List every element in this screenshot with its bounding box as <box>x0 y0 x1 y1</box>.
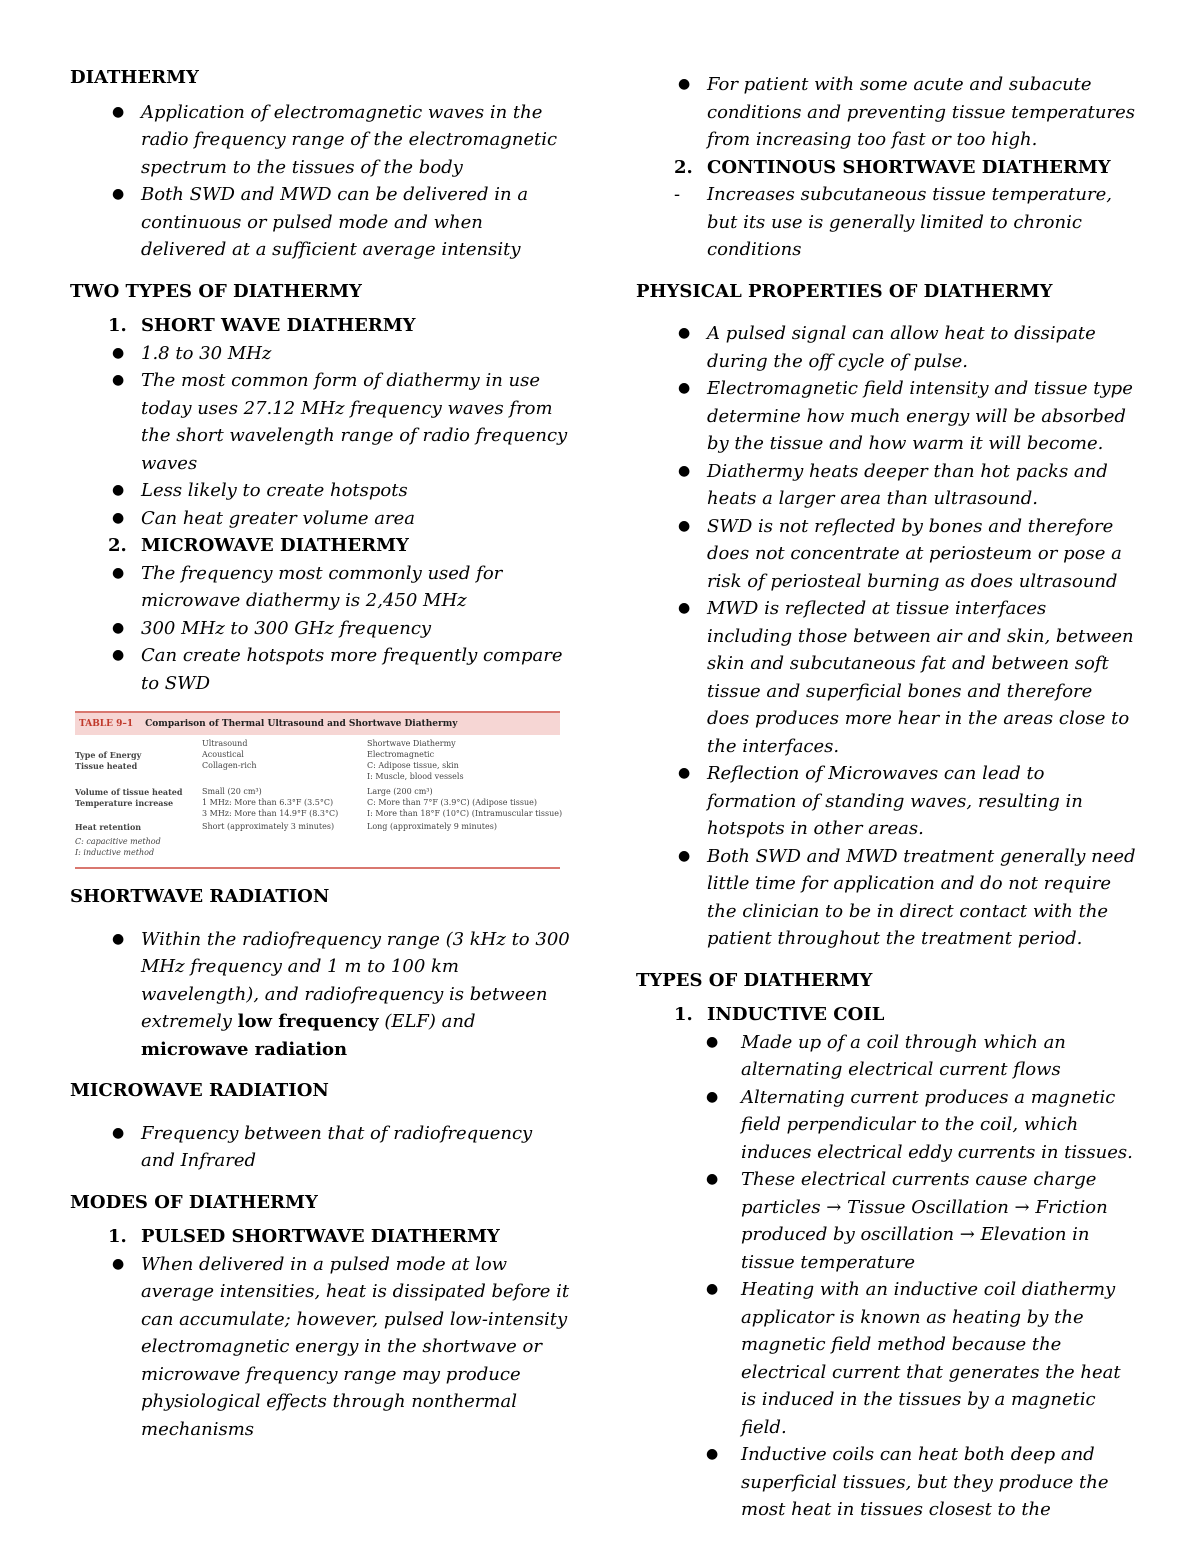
comparison-table-figure: TABLE 9–1 Comparison of Thermal Ultrasound and Shortwave Diathermy Ultrasound Shortwave Diathermy Type of Energy Acoustical Electromagnetic Tissue heated Collagen-rich C: Adipose tissue, skin I: Muscle, blood vessels Volume of tissue heated Small (20 cm³) Large (200 cm³) Temperature increase 1 MHz: More than 6.3°F (3.5°C) C: More than 7°F (3.9°C) (Adipose tissue) 3 MHz: More than 14.9°F (8.3°C) I: More than 18°F (10°C) (Intramuscular tissue) Heat retention Short (approximately 3 minutes) Long (approximately 9 minutes) C: capacitive method I: inductive method <box>75 711 560 869</box>
bullet-icon: ● <box>678 517 691 534</box>
bullet-icon: ● <box>678 462 691 479</box>
list-item: ● Heating with an inductive coil diathermy applicator is known as heating by the magnetic field method because the electrical current that generates the heat is induced in the tissues by a magnetic field. <box>636 1276 1136 1441</box>
bullet-icon: ● <box>112 186 125 202</box>
list-item: ● Frequency between that of radiofrequency and Infrared <box>70 1120 570 1175</box>
bullet-icon: ● <box>112 930 125 947</box>
bullet-icon: ● <box>706 1446 719 1462</box>
list-item: ● Alternating current produces a magnetic field perpendicular to the coil, which induces electrical eddy currents in tissues. <box>636 1084 1136 1167</box>
bullet-icon: ● <box>678 847 691 864</box>
numbered-item: 2. MICROWAVE DIATHERMY <box>108 535 409 556</box>
list-item: ● Within the radiofrequency range (3 kHz to 300 MHz frequency and 1 m to 100 km wavelength), and radiofrequency is between extremely low frequency (ELF) and microwave radiation <box>70 926 570 1064</box>
bullet-icon: ● <box>112 482 125 498</box>
bullet-icon: ● <box>678 765 691 781</box>
bullet-icon: ● <box>678 380 691 396</box>
bullet-icon: ● <box>706 1088 719 1105</box>
bullet-icon: ● <box>112 344 125 361</box>
bullet-icon: ● <box>678 600 691 616</box>
physical-bullets <box>636 320 1136 953</box>
bullet-icon: ● <box>706 1281 719 1297</box>
list-item: ● When delivered in a pulsed mode at low average intensities, heat is dissipated before it can accumulate; however, pulsed low-intensity electromagnetic energy in the shortwave or microwave frequency range may produce physiological effects through nonthermal mechanisms <box>70 1251 570 1444</box>
list-item: ● Can create hotspots more frequently compare to SWD <box>70 642 570 697</box>
list-item: ● Made up of a coil through which an alternating electrical current flows <box>636 1029 1136 1084</box>
heading-types-of-diathermy: TYPES OF DIATHERMY <box>636 969 873 991</box>
list-item: ● For patient with some acute and subacute conditions and preventing tissue temperatures from increasing too fast or too high. <box>636 71 1136 154</box>
bullet-icon: ● <box>678 325 691 341</box>
list-item: - Increases subcutaneous tissue temperature, but its use is generally limited to chronic conditions <box>636 181 1136 264</box>
list-item: ● Inductive coils can heat both deep and superficial tissues, but they produce the most heat in tissues closest to the <box>636 1441 1136 1524</box>
left-column <box>70 64 570 1443</box>
list-item: ● Reflection of Microwaves can lead to formation of standing waves, resulting in hotspots in other areas. <box>636 760 1136 843</box>
list-item: ● Both SWD and MWD can be delivered in a continuous or pulsed mode and when delivered at a sufficient average intensity <box>70 181 570 264</box>
bullet-icon: ● <box>112 103 125 120</box>
numbered-item: 1. SHORT WAVE DIATHERMY <box>108 315 416 336</box>
list-item: ● Less likely to create hotspots <box>70 477 570 505</box>
heading-two-types: TWO TYPES OF DIATHERMY <box>70 280 362 302</box>
heading-shortwave-radiation: SHORTWAVE RADIATION <box>70 886 330 907</box>
numbered-item: 1. PULSED SHORTWAVE DIATHERMY <box>108 1226 500 1247</box>
table-bottom-rule <box>75 867 560 869</box>
numbered-item: 2. CONTINOUS SHORTWAVE DIATHERMY <box>674 156 1111 178</box>
list-item: ● These electrical currents cause charge particles → Tissue Oscillation → Friction produced by oscillation → Elevation in tissue temperature <box>636 1166 1136 1276</box>
bullet-icon: ● <box>678 76 691 92</box>
list-item: ● A pulsed signal can allow heat to dissipate during the off cycle of pulse. <box>636 320 1136 375</box>
bullet-icon: ● <box>706 1033 719 1050</box>
heading-modes: MODES OF DIATHERMY <box>70 1191 318 1213</box>
list-item: ● SWD is not reflected by bones and therefore does not concentrate at periosteum or pose a risk of periosteal burning as does ultrasound <box>636 513 1136 596</box>
table-header: TABLE 9–1 Comparison of Thermal Ultrasound and Shortwave Diathermy <box>75 711 560 735</box>
list-item: ● Both SWD and MWD treatment generally need little time for application and do not require the clinician to be in direct contact with the patient throughout the treatment period. <box>636 843 1136 953</box>
bullet-icon: ● <box>112 619 125 636</box>
two-types-list <box>70 312 570 697</box>
list-item: ● 1.8 to 30 MHz <box>70 340 570 368</box>
list-item: ● Diathermy heats deeper than hot packs and heats a larger area than ultrasound. <box>636 458 1136 513</box>
numbered-item: 1. INDUCTIVE COIL <box>674 1004 885 1025</box>
bullet-icon: ● <box>112 564 125 581</box>
heading-diathermy: DIATHERMY <box>70 67 199 88</box>
list-item: ● 300 MHz to 300 GHz frequency <box>70 615 570 643</box>
list-item: ● The frequency most commonly used for microwave diathermy is 2,450 MHz <box>70 560 570 615</box>
right-column <box>636 71 1136 1524</box>
bullet-icon: ● <box>112 372 125 388</box>
bullet-icon: ● <box>706 1171 719 1187</box>
list-item: ● Can heat greater volume area <box>70 505 570 533</box>
heading-physical-properties: PHYSICAL PROPERTIES OF DIATHERMY <box>636 280 1053 302</box>
shortwave-bullets <box>70 926 570 1064</box>
dash-marker: - <box>674 184 681 205</box>
list-item: ● Electromagnetic field intensity and tissue type determine how much energy will be absorbed by the tissue and how warm it will become. <box>636 375 1136 458</box>
bullet-icon: ● <box>112 509 125 526</box>
modes-list <box>70 1223 570 1443</box>
list-item: ● Application of electromagnetic waves in the radio frequency range of the electromagnetic spectrum to the tissues of the body <box>70 99 570 182</box>
types-list <box>636 1001 1136 1524</box>
bullet-icon: ● <box>112 647 125 663</box>
diathermy-bullets <box>70 99 570 264</box>
bullet-icon: ● <box>112 1124 125 1141</box>
bullet-icon: ● <box>112 1255 125 1272</box>
heading-microwave-radiation: MICROWAVE RADIATION <box>70 1080 329 1101</box>
list-item: ● The most common form of diathermy in use today uses 27.12 MHz frequency waves from the short wavelength range of radio frequency waves <box>70 367 570 477</box>
list-item: ● MWD is reflected at tissue interfaces including those between air and skin, between skin and subcutaneous fat and between soft tissue and superficial bones and therefore does produces more hear in the areas close to the interfaces. <box>636 595 1136 760</box>
modes-continued <box>636 71 1136 264</box>
microwave-bullets <box>70 1120 570 1175</box>
